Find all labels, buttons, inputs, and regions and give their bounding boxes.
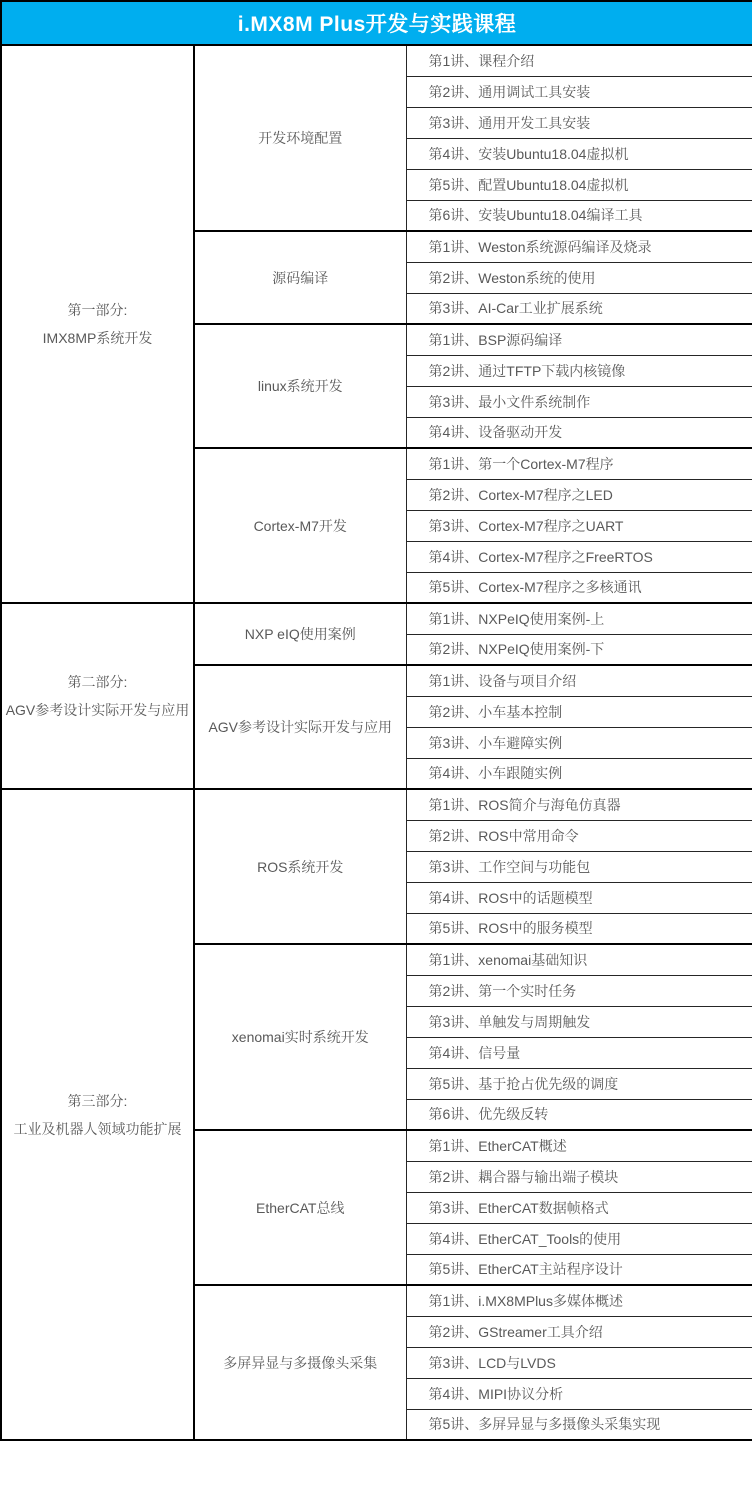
part-label-cell	[1, 603, 194, 789]
lecture-cell: 第2讲、Cortex-M7程序之LED	[406, 479, 752, 510]
section-name-cell: NXP eIQ使用案例	[194, 603, 406, 665]
lecture-cell: 第3讲、最小文件系统制作	[406, 386, 752, 417]
lecture-cell: 第6讲、安装Ubuntu18.04编译工具	[406, 200, 752, 231]
lecture-cell: 第5讲、多屏异显与多摄像头采集实现	[406, 1409, 752, 1440]
part-label-line1: 第三部分:	[67, 1092, 128, 1109]
section-name-cell: xenomai实时系统开发	[194, 944, 406, 1130]
header-row	[1, 1, 752, 45]
lecture-cell: 第2讲、耦合器与输出端子模块	[406, 1161, 752, 1192]
lecture-cell: 第3讲、单触发与周期触发	[406, 1006, 752, 1037]
lecture-cell: 第2讲、NXPeIQ使用案例-下	[406, 634, 752, 665]
lecture-cell: 第5讲、EtherCAT主站程序设计	[406, 1254, 752, 1285]
lecture-row	[1, 789, 752, 820]
section-name-cell: 源码编译	[194, 231, 406, 324]
part-label-line1: 第一部分:	[67, 302, 128, 318]
section-name-cell: AGV参考设计实际开发与应用	[194, 665, 406, 789]
part-label-cell	[1, 789, 194, 1440]
lecture-cell: 第4讲、安装Ubuntu18.04虚拟机	[406, 138, 752, 169]
lecture-cell: 第3讲、工作空间与功能包	[406, 851, 752, 882]
lecture-cell: 第1讲、xenomai基础知识	[406, 944, 752, 975]
section-name-cell: linux系统开发	[194, 324, 406, 448]
lecture-cell: 第1讲、NXPeIQ使用案例-上	[406, 603, 752, 634]
lecture-cell: 第1讲、课程介绍	[406, 45, 752, 76]
lecture-cell: 第1讲、第一个Cortex-M7程序	[406, 448, 752, 479]
lecture-cell: 第5讲、ROS中的服务模型	[406, 913, 752, 944]
section-name-cell: Cortex-M7开发	[194, 448, 406, 603]
section-name-cell: 多屏异显与多摄像头采集	[194, 1285, 406, 1440]
lecture-cell: 第2讲、小车基本控制	[406, 696, 752, 727]
lecture-cell: 第6讲、优先级反转	[406, 1099, 752, 1130]
lecture-cell: 第3讲、小车避障实例	[406, 727, 752, 758]
lecture-row	[1, 45, 752, 76]
lecture-cell: 第5讲、Cortex-M7程序之多核通讯	[406, 572, 752, 603]
lecture-cell: 第2讲、通用调试工具安装	[406, 76, 752, 107]
section-name-cell: EtherCAT总线	[194, 1130, 406, 1285]
lecture-cell: 第3讲、AI-Car工业扩展系统	[406, 293, 752, 324]
part-label-cell	[1, 45, 194, 603]
lecture-cell: 第4讲、小车跟随实例	[406, 758, 752, 789]
lecture-cell: 第4讲、Cortex-M7程序之FreeRTOS	[406, 541, 752, 572]
lecture-cell: 第4讲、设备驱动开发	[406, 417, 752, 448]
lecture-cell: 第1讲、ROS简介与海龟仿真器	[406, 789, 752, 820]
lecture-row	[1, 603, 752, 634]
lecture-cell: 第1讲、EtherCAT概述	[406, 1130, 752, 1161]
lecture-cell: 第2讲、GStreamer工具介绍	[406, 1316, 752, 1347]
lecture-cell: 第5讲、配置Ubuntu18.04虚拟机	[406, 169, 752, 200]
lecture-cell: 第5讲、基于抢占优先级的调度	[406, 1068, 752, 1099]
lecture-cell: 第2讲、通过TFTP下载内核镜像	[406, 355, 752, 386]
lecture-cell: 第2讲、第一个实时任务	[406, 975, 752, 1006]
section-name-cell: ROS系统开发	[194, 789, 406, 944]
lecture-cell: 第4讲、ROS中的话题模型	[406, 882, 752, 913]
lecture-cell: 第3讲、LCD与LVDS	[406, 1347, 752, 1378]
part-label-line2: 工业及机器人领域功能扩展	[13, 1120, 182, 1137]
lecture-cell: 第4讲、信号量	[406, 1037, 752, 1068]
lecture-cell: 第2讲、Weston系统的使用	[406, 262, 752, 293]
course-body	[1, 45, 752, 1440]
lecture-cell: 第1讲、BSP源码编译	[406, 324, 752, 355]
lecture-cell: 第1讲、Weston系统源码编译及烧录	[406, 231, 752, 262]
lecture-cell: 第3讲、通用开发工具安装	[406, 107, 752, 138]
part-label-line2: IMX8MP系统开发	[42, 330, 153, 346]
lecture-cell: 第4讲、EtherCAT_Tools的使用	[406, 1223, 752, 1254]
section-name-cell: 开发环境配置	[194, 45, 406, 231]
page-title: i.MX8M Plus开发与实践课程	[1, 1, 752, 45]
part-label-line2: AGV参考设计实际开发与应用	[5, 702, 190, 718]
lecture-cell: 第3讲、Cortex-M7程序之UART	[406, 510, 752, 541]
lecture-cell: 第3讲、EtherCAT数据帧格式	[406, 1192, 752, 1223]
lecture-cell: 第2讲、ROS中常用命令	[406, 820, 752, 851]
lecture-cell: 第1讲、i.MX8MPlus多媒体概述	[406, 1285, 752, 1316]
part-label-line1: 第二部分:	[67, 674, 128, 690]
lecture-cell: 第4讲、MIPI协议分析	[406, 1378, 752, 1409]
lecture-cell: 第1讲、设备与项目介绍	[406, 665, 752, 696]
